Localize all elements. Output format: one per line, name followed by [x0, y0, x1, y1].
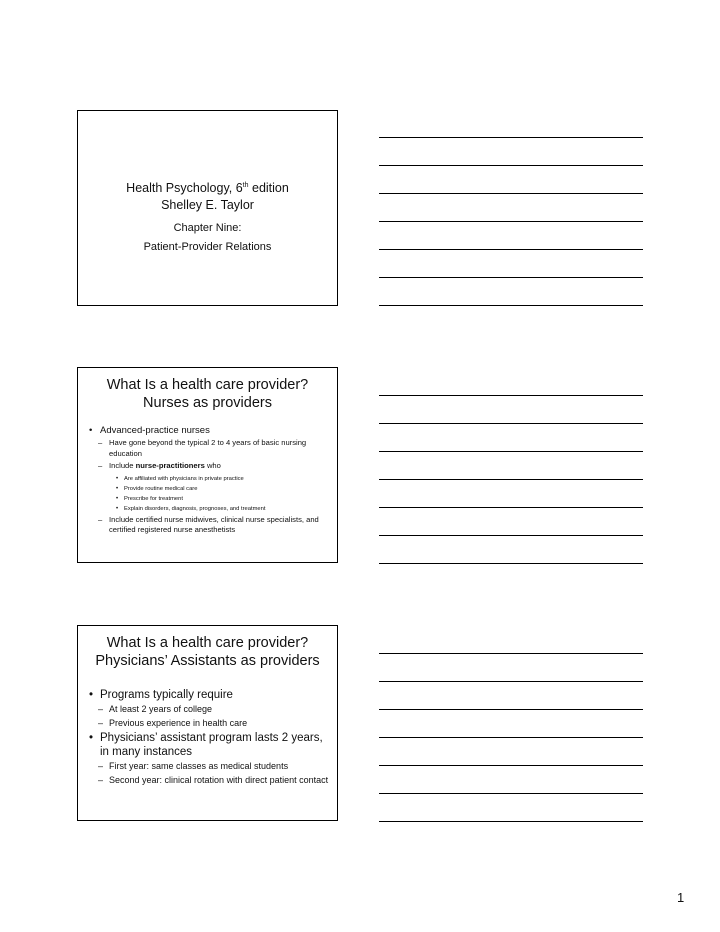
note-line — [379, 395, 643, 396]
note-line — [379, 737, 643, 738]
np-prefix: Include — [109, 461, 136, 470]
program-year-item: – First year: same classes as medical students — [87, 760, 331, 772]
slide-3-title — [78, 634, 337, 670]
note-line — [379, 507, 643, 508]
slide-3-title-line-1: What Is a health care provider? — [106, 635, 309, 651]
np-item: • Explain disorders, diagnosis, prognoses, and treatment — [87, 504, 331, 514]
note-line — [379, 765, 643, 766]
note-line — [379, 653, 643, 654]
bullet-program-length: • Physicians’ assistant program lasts 2 years, in many instances — [87, 731, 331, 759]
note-line — [379, 793, 643, 794]
np-suffix: who — [204, 461, 221, 470]
slide-2-title-line-1: What Is a health care provider? — [106, 377, 309, 393]
note-line — [379, 479, 643, 480]
note-line — [379, 221, 643, 222]
note-line — [379, 423, 643, 424]
note-line — [379, 563, 643, 564]
note-line — [379, 193, 643, 194]
chapter-title: Patient-Provider Relations — [143, 241, 272, 254]
slide-3 — [77, 625, 338, 821]
note-line — [379, 305, 643, 306]
note-line — [379, 821, 643, 822]
programs-item: – Previous experience in health care — [87, 717, 331, 729]
sub-bullet-specialists: – Include certified nurse midwives, clinical nurse specialists, and certified registered nurse anesthetists — [87, 515, 331, 536]
note-line — [379, 681, 643, 682]
sub-bullet-nurse-practitioners — [87, 461, 331, 472]
program-year-item: – Second year: clinical rotation with direct patient contact — [87, 774, 331, 786]
np-item: • Provide routine medical care — [87, 484, 331, 494]
slide-3-content — [87, 688, 331, 788]
programs-item: – At least 2 years of college — [87, 703, 331, 715]
chapter-label: Chapter Nine: — [173, 222, 242, 235]
np-item: • Prescribe for treatment — [87, 494, 331, 504]
page-number: 1 — [677, 890, 685, 905]
slide-2 — [77, 367, 338, 563]
slide-2-title-line-2: Nurses as providers — [143, 395, 272, 411]
note-line — [379, 535, 643, 536]
book-title-end: edition — [248, 181, 289, 196]
sub-bullet-education: – Have gone beyond the typical 2 to 4 years of basic nursing education — [87, 438, 331, 459]
slide-2-title — [78, 376, 337, 412]
edition-superscript: th — [242, 182, 249, 189]
note-line — [379, 451, 643, 452]
bullet-advanced-practice: • Advanced-practice nurses — [87, 424, 331, 437]
np-item: • Are affiliated with physicians in private practice — [87, 474, 331, 484]
bullet-programs: • Programs typically require — [87, 688, 331, 702]
book-title — [78, 177, 337, 197]
note-line — [379, 709, 643, 710]
author: Shelley E. Taylor — [161, 198, 254, 213]
note-line — [379, 249, 643, 250]
slide-1 — [77, 110, 338, 306]
slide-1-title-block — [78, 177, 337, 254]
book-title-text: Health Psychology, 6 — [126, 181, 243, 196]
slide-2-content — [87, 424, 331, 538]
note-line — [379, 165, 643, 166]
slide-3-title-line-2: Physicians’ Assistants as providers — [95, 653, 320, 669]
np-bold-term: nurse-practitioners — [135, 461, 205, 470]
note-line — [379, 137, 643, 138]
note-line — [379, 277, 643, 278]
